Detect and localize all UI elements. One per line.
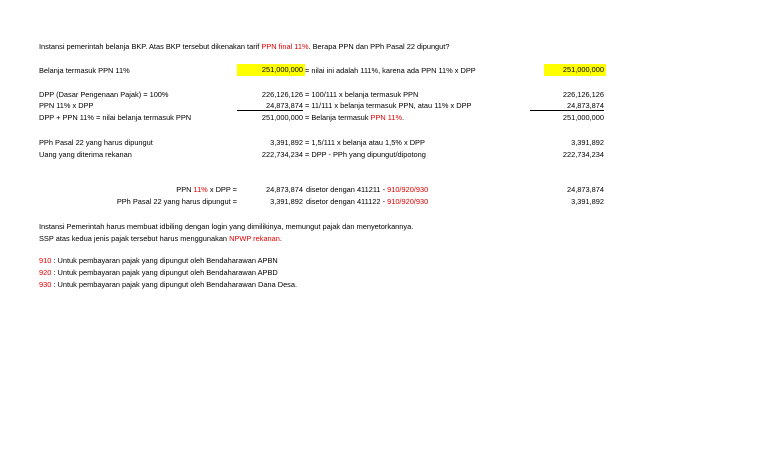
header-text-end: . Berapa PPN dan PPh Pasal 22 dipungut? [308, 42, 450, 51]
setor-ppn-note-red: 910/920/930 [387, 185, 429, 194]
dpp-value[interactable]: 226,126,126 [261, 90, 303, 99]
instruction-line-2-red: NPWP rekanan [229, 234, 280, 243]
pph-label: PPh Pasal 22 yang harus dipungut [39, 138, 153, 147]
setor-pph-note-red: 910/920/930 [387, 197, 429, 206]
setor-pph-note-text: disetor dengan 411122 - [306, 197, 388, 206]
pph-result[interactable]: 3,391,892 [571, 138, 604, 147]
setor-ppn-note-text: disetor dengan 411211 - [306, 185, 388, 194]
instruction-line-1: Instansi Pemerintah harus membuat idbiling dengan login yang dimilikinya, memungut pajak dan menyetorkannya. [39, 222, 414, 231]
setor-pph-note [306, 197, 428, 206]
code-920: 920 [39, 268, 52, 277]
dpp-label: DPP (Dasar Pengenaan Pajak) = 100% [39, 90, 169, 99]
code-930-line [39, 280, 297, 289]
belanja-value-cell[interactable]: 251,000,000 [237, 64, 305, 76]
header-question [39, 42, 449, 51]
uang-value[interactable]: 222,734,234 [261, 150, 303, 159]
ppn-result[interactable]: 24,873,874 [530, 101, 604, 111]
belanja-note: = nilai ini adalah 111%, karena ada PPN 11% x DPP [305, 66, 476, 75]
dpp-result[interactable]: 226,126,126 [562, 90, 604, 99]
total-value[interactable]: 251,000,000 [261, 113, 303, 122]
total-note-end: . [402, 113, 405, 122]
total-note [305, 113, 404, 122]
pph-value[interactable]: 3,391,892 [270, 138, 303, 147]
belanja-result-cell[interactable]: 251,000,000 [544, 64, 606, 76]
code-920-text: : Untuk pembayaran pajak yang dipungut oleh Bendaharawan APBD [51, 268, 278, 277]
setor-ppn-note [306, 185, 428, 194]
total-result[interactable]: 251,000,000 [562, 113, 604, 122]
uang-label: Uang yang diterima rekanan [39, 150, 132, 159]
total-label: DPP + PPN 11% = nilai belanja termasuk PPN [39, 113, 192, 122]
total-note-text: = Belanja termasuk [305, 113, 371, 122]
setor-ppn-label-end: x DPP = [207, 185, 237, 194]
setor-pph-result[interactable]: 3,391,892 [571, 197, 604, 206]
setor-ppn-label [120, 185, 237, 194]
instruction-line-2 [39, 234, 282, 243]
setor-ppn-value[interactable]: 24,873,874 [266, 185, 303, 194]
header-text: Instansi pemerintah belanja BKP. Atas BKP tersebut dikenakan tarif [39, 42, 262, 51]
instruction-line-2-end: . [279, 234, 282, 243]
setor-pph-value[interactable]: 3,391,892 [270, 197, 303, 206]
ppn-value[interactable]: 24,873,874 [237, 101, 303, 111]
code-920-line [39, 268, 278, 277]
uang-note: = DPP - PPh yang dipungut/dipotong [305, 150, 426, 159]
dpp-note: = 100/111 x belanja termasuk PPN [305, 90, 419, 99]
header-red-text: PPN final 11% [261, 42, 309, 51]
code-910-text: : Untuk pembayaran pajak yang dipungut oleh Bendaharawan APBN [51, 256, 278, 265]
code-930: 930 [39, 280, 52, 289]
code-910: 910 [39, 256, 52, 265]
ppn-note: = 11/111 x belanja termasuk PPN, atau 11% x DPP [305, 101, 472, 110]
setor-ppn-result[interactable]: 24,873,874 [567, 185, 604, 194]
uang-result[interactable]: 222,734,234 [562, 150, 604, 159]
setor-ppn-label-red: 11% [193, 185, 208, 194]
pph-note: = 1,5/111 x belanja atau 1,5% x DPP [305, 138, 425, 147]
code-930-text: : Untuk pembayaran pajak yang dipungut oleh Bendaharawan Dana Desa. [51, 280, 298, 289]
total-note-red: PPN 11% [370, 113, 403, 122]
instruction-line-2-text: SSP atas kedua jenis pajak tersebut harus menggunakan [39, 234, 230, 243]
code-910-line [39, 256, 278, 265]
belanja-label: Belanja termasuk PPN 11% [39, 66, 130, 75]
setor-ppn-label-text: PPN [176, 185, 194, 194]
ppn-label: PPN 11% x DPP [39, 101, 94, 110]
setor-pph-label: PPh Pasal 22 yang harus dipungut = [116, 197, 237, 206]
